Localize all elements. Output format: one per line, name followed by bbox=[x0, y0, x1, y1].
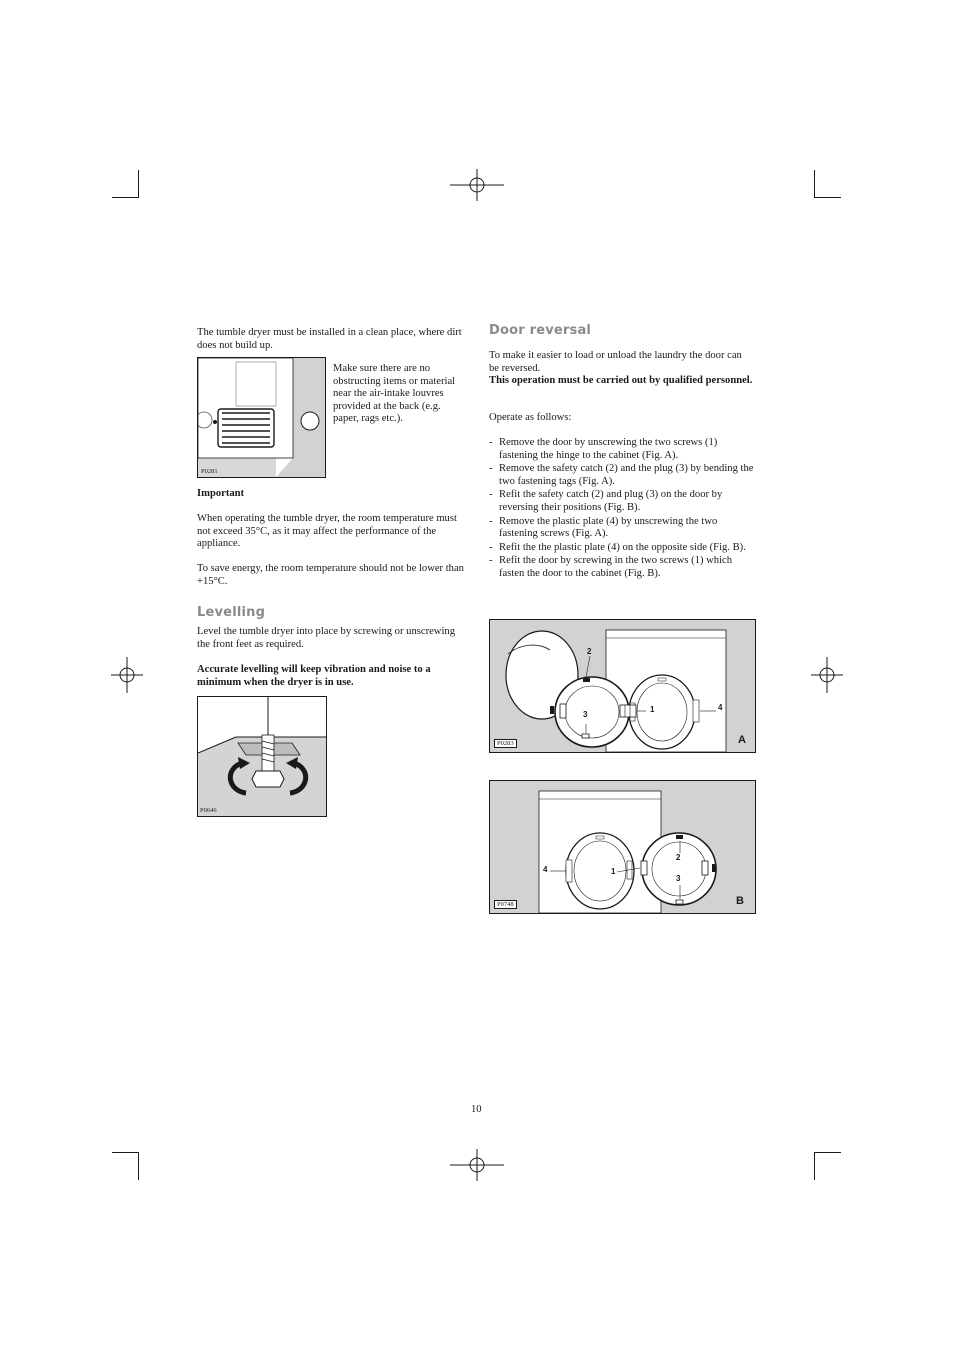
step-item: - Remove the door by unscrewing the two screws (1) fastening the hinge to the cabinet (Fig. A). bbox=[489, 437, 757, 462]
figure-a-label-3: 3 bbox=[583, 710, 588, 719]
figure-a bbox=[489, 619, 756, 753]
figure-b-label-2: 2 bbox=[676, 853, 681, 862]
intro-paragraph: The tumble dryer must be installed in a clean place, where dirt does not build up. bbox=[197, 327, 462, 351]
important-heading: Important bbox=[197, 488, 245, 499]
registration-mark-top bbox=[448, 168, 506, 202]
step-item: - Remove the safety catch (2) and the plug (3) by bending the two fastening tags (Fig. A). bbox=[489, 463, 757, 488]
figure-b-label-3: 3 bbox=[676, 874, 681, 883]
airflow-note: Make sure there are no obstructing items or material near the air-intake louvres provided at the back (e.g. paper, rags etc.). bbox=[333, 363, 456, 425]
page-number: 10 bbox=[471, 1104, 482, 1115]
crop-mark bbox=[814, 170, 815, 198]
step-item: - Remove the plastic plate (4) by unscrewing the two fastening screws (Fig. A). bbox=[489, 516, 757, 541]
crop-mark bbox=[112, 1152, 139, 1153]
steps-list bbox=[489, 437, 757, 582]
levelling-note: Accurate levelling will keep vibration and noise to a minimum when the dryer is in use. bbox=[197, 664, 431, 688]
registration-mark-right bbox=[810, 655, 844, 695]
crop-mark bbox=[112, 197, 139, 198]
figure-b-label-4: 4 bbox=[543, 865, 548, 874]
crop-mark bbox=[138, 170, 139, 198]
figure-a-code: P0283 bbox=[494, 739, 517, 748]
levelling-text: Level the tumble dryer into place by screwing or unscrewing the front feet as required. bbox=[197, 626, 455, 650]
figure-b-code: P0748 bbox=[494, 900, 517, 909]
crop-mark bbox=[814, 197, 841, 198]
figure-b-label-1: 1 bbox=[611, 867, 616, 876]
levelling-figure-code: P0646 bbox=[200, 807, 217, 814]
energy-text: To save energy, the room temperature should not be lower than +15°C. bbox=[197, 563, 464, 587]
important-text: When operating the tumble dryer, the room temperature must not exceed 35°C, as it may affect the performance of the appliance. bbox=[197, 513, 457, 550]
figure-b-letter: B bbox=[736, 895, 744, 907]
door-reversal-warning: This operation must be carried out by qualified personnel. bbox=[489, 375, 753, 386]
operate-text: Operate as follows: bbox=[489, 412, 572, 423]
figure-a-label-4: 4 bbox=[718, 703, 723, 712]
figure-b bbox=[489, 780, 756, 914]
door-reversal-intro: To make it easier to load or unload the laundry the door can be reversed. bbox=[489, 350, 742, 374]
figure-a-letter: A bbox=[738, 734, 746, 746]
figure-a-label-2: 2 bbox=[587, 647, 592, 656]
figure-a-label-1: 1 bbox=[650, 705, 655, 714]
step-item: - Refit the safety catch (2) and plug (3) on the door by reversing their positions (Fig. B). bbox=[489, 489, 757, 514]
airflow-figure bbox=[197, 357, 326, 478]
crop-mark bbox=[814, 1152, 815, 1180]
door-reversal-heading: Door reversal bbox=[489, 323, 592, 338]
airflow-figure-code: P0281 bbox=[201, 468, 218, 475]
crop-mark bbox=[138, 1152, 139, 1180]
step-item: - Refit the the plastic plate (4) on the opposite side (Fig. B). bbox=[489, 542, 757, 555]
step-item: - Refit the door by screwing in the two screws (1) which fasten the door to the cabinet (Fig. B). bbox=[489, 555, 757, 580]
levelling-figure bbox=[197, 696, 327, 817]
levelling-heading: Levelling bbox=[197, 605, 266, 620]
crop-mark bbox=[814, 1152, 841, 1153]
registration-mark-bottom bbox=[448, 1148, 506, 1182]
registration-mark-left bbox=[110, 655, 144, 695]
